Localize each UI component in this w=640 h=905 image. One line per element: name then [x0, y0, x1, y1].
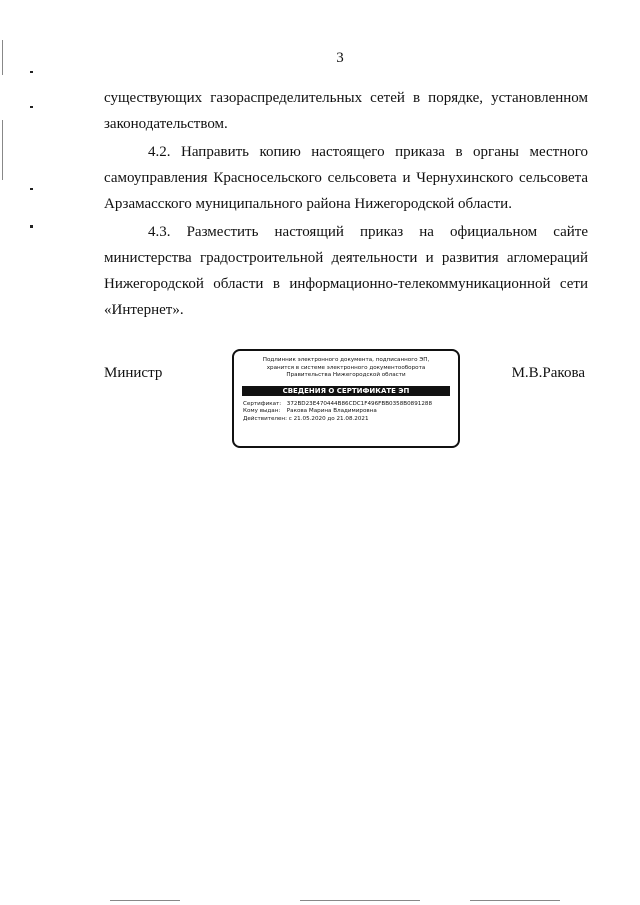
- electronic-signature-stamp: [232, 349, 460, 448]
- stamp-title: СВЕДЕНИЯ О СЕРТИФИКАТЕ ЭП: [242, 386, 450, 396]
- scan-speck: [30, 188, 33, 190]
- scan-edge: [2, 120, 3, 180]
- paragraph-4-3: 4.3. Разместить настоящий приказ на официальном сайте министерства градостроительной деятельности и развития агломераций Нижегородской области в информационно-телекоммуникационной сети «Интернет».: [104, 224, 588, 318]
- stamp-header-line: Правительства Нижегородской области: [286, 372, 406, 378]
- stamp-owner-label: Кому выдан:: [243, 408, 281, 414]
- stamp-validity-label: Действителен:: [243, 415, 287, 422]
- signatory-position: Министр: [104, 365, 163, 381]
- scan-edge: [300, 900, 420, 901]
- scan-edge: [2, 40, 3, 75]
- stamp-details: [243, 401, 458, 424]
- stamp-validity-row: [243, 416, 458, 424]
- scan-edge: [470, 900, 560, 901]
- scan-edge: [110, 900, 180, 901]
- paragraph-continuation: существующих газораспределительных сетей в порядке, установленном законодательством.: [104, 90, 588, 132]
- stamp-header-line: хранится в системе электронного документооборота: [266, 364, 426, 371]
- stamp-certificate-row: [243, 401, 458, 409]
- scan-speck: [30, 225, 33, 228]
- paragraph-4-2: 4.2. Направить копию настоящего приказа в органы местного самоуправления Красносельского сельсовета и Чернухинского сельсовета Арзамасского муниципального района Нижегородской области.: [104, 144, 588, 212]
- stamp-header: [234, 357, 458, 380]
- stamp-certificate-value: 372BD23E470444B86CDC1F496FBB0358B0891288: [286, 400, 433, 407]
- stamp-header-line: Подлинник электронного документа, подписанного ЭП,: [262, 357, 430, 363]
- signatory-name: М.В.Ракова: [511, 365, 585, 381]
- scan-speck: [30, 106, 33, 108]
- stamp-certificate-label: Сертификат:: [243, 400, 282, 407]
- stamp-owner-row: [243, 408, 458, 416]
- scan-speck: [30, 71, 33, 73]
- stamp-owner-value: Ракова Марина Владимировна: [286, 408, 377, 414]
- page-number: 3: [336, 50, 344, 66]
- stamp-validity-value: с 21.05.2020 до 21.08.2021: [288, 415, 369, 422]
